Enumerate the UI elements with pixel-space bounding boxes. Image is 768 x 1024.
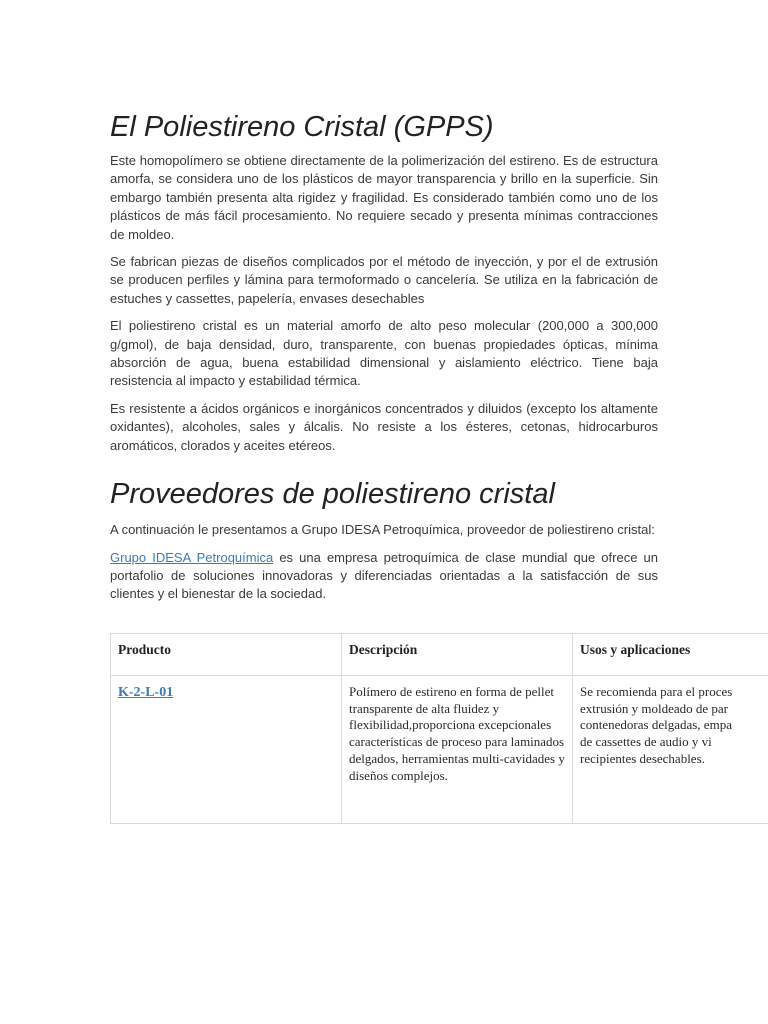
uses-cell — [573, 676, 768, 824]
table-header-row — [111, 634, 768, 676]
product-cell — [111, 676, 342, 824]
section-title-gpps: El Poliestireno Cristal (GPPS) — [110, 111, 494, 143]
product-link[interactable]: K-2-L-01 — [118, 685, 174, 700]
uses-line: recipientes desechables. — [580, 750, 705, 766]
description-cell: Polímero de estireno en forma de pellet transparente de alta fluidez y flexibilidad,proporciona excepcionales características de proceso para laminados delgados, herramientas multi-cavidades y diseños complejos. — [342, 676, 573, 824]
table-row — [111, 676, 768, 824]
uses-line: de cassettes de audio y vi — [580, 734, 712, 750]
paragraph: El poliestireno cristal es un material amorfo de alto peso molecular (200,000 a 300,000 g/gmol), de baja densidad, duro, transparente, con buenas propiedades ópticas, mínima absorción de agua, buena estabilidad dimensional y aislamiento eléctrico. Tiene baja resistencia al impacto y estabilidad térmica. — [110, 318, 658, 389]
products-table — [110, 633, 768, 824]
paragraph: Se fabrican piezas de diseños complicados por el método de inyección, y por el de extrusión se producen perfiles y lámina para termoformado o cancelería. Se utiliza en la fabricación de estuches y cassettes, papelería, envases desechables — [110, 254, 658, 306]
column-header-usos: Usos y aplicaciones — [573, 634, 768, 676]
uses-line: contenedoras delgadas, empa — [580, 717, 732, 733]
provider-link[interactable]: Grupo IDESA Petroquímica — [110, 549, 274, 565]
provider-description: es una empresa petroquímica de clase mundial que ofrece un portafolio de soluciones innovadoras y diferenciadas orientadas a la satisfacción de sus clientes y el bienestar de la sociedad. — [110, 549, 658, 602]
uses-line: extrusión y moldeado de par — [580, 700, 729, 716]
column-header-producto: Producto — [111, 634, 342, 676]
document-body — [110, 108, 658, 613]
section-title-proveedores: Proveedores de poliestireno cristal — [110, 478, 555, 511]
intro-paragraph: A continuación le presentamos a Grupo IDESA Petroquímica, proveedor de poliestireno cristal: — [110, 522, 655, 538]
column-header-descripcion: Descripción — [342, 634, 573, 676]
provider-paragraph — [110, 549, 658, 604]
paragraph: Es resistente a ácidos orgánicos e inorgánicos concentrados y diluidos (excepto los altamente oxidantes), alcoholes, sales y álcalis. No resiste a los ésteres, cetonas, hidrocarburos aromáticos, clorados y aceites etéreos. — [110, 400, 658, 453]
uses-line: Se recomienda para el proces — [580, 684, 733, 699]
paragraph: Este homopolímero se obtiene directamente de la polimerización del estireno. Es de estructura amorfa, se considera uno de los plásticos de mayor transparencia y brillo en la superficie. Sin embargo también presenta alta rigidez y fragilidad. Es considerado también como uno de los plásticos de más fácil procesamiento. No requiere secado y presenta mínimas contracciones de moldeo. — [110, 153, 658, 242]
